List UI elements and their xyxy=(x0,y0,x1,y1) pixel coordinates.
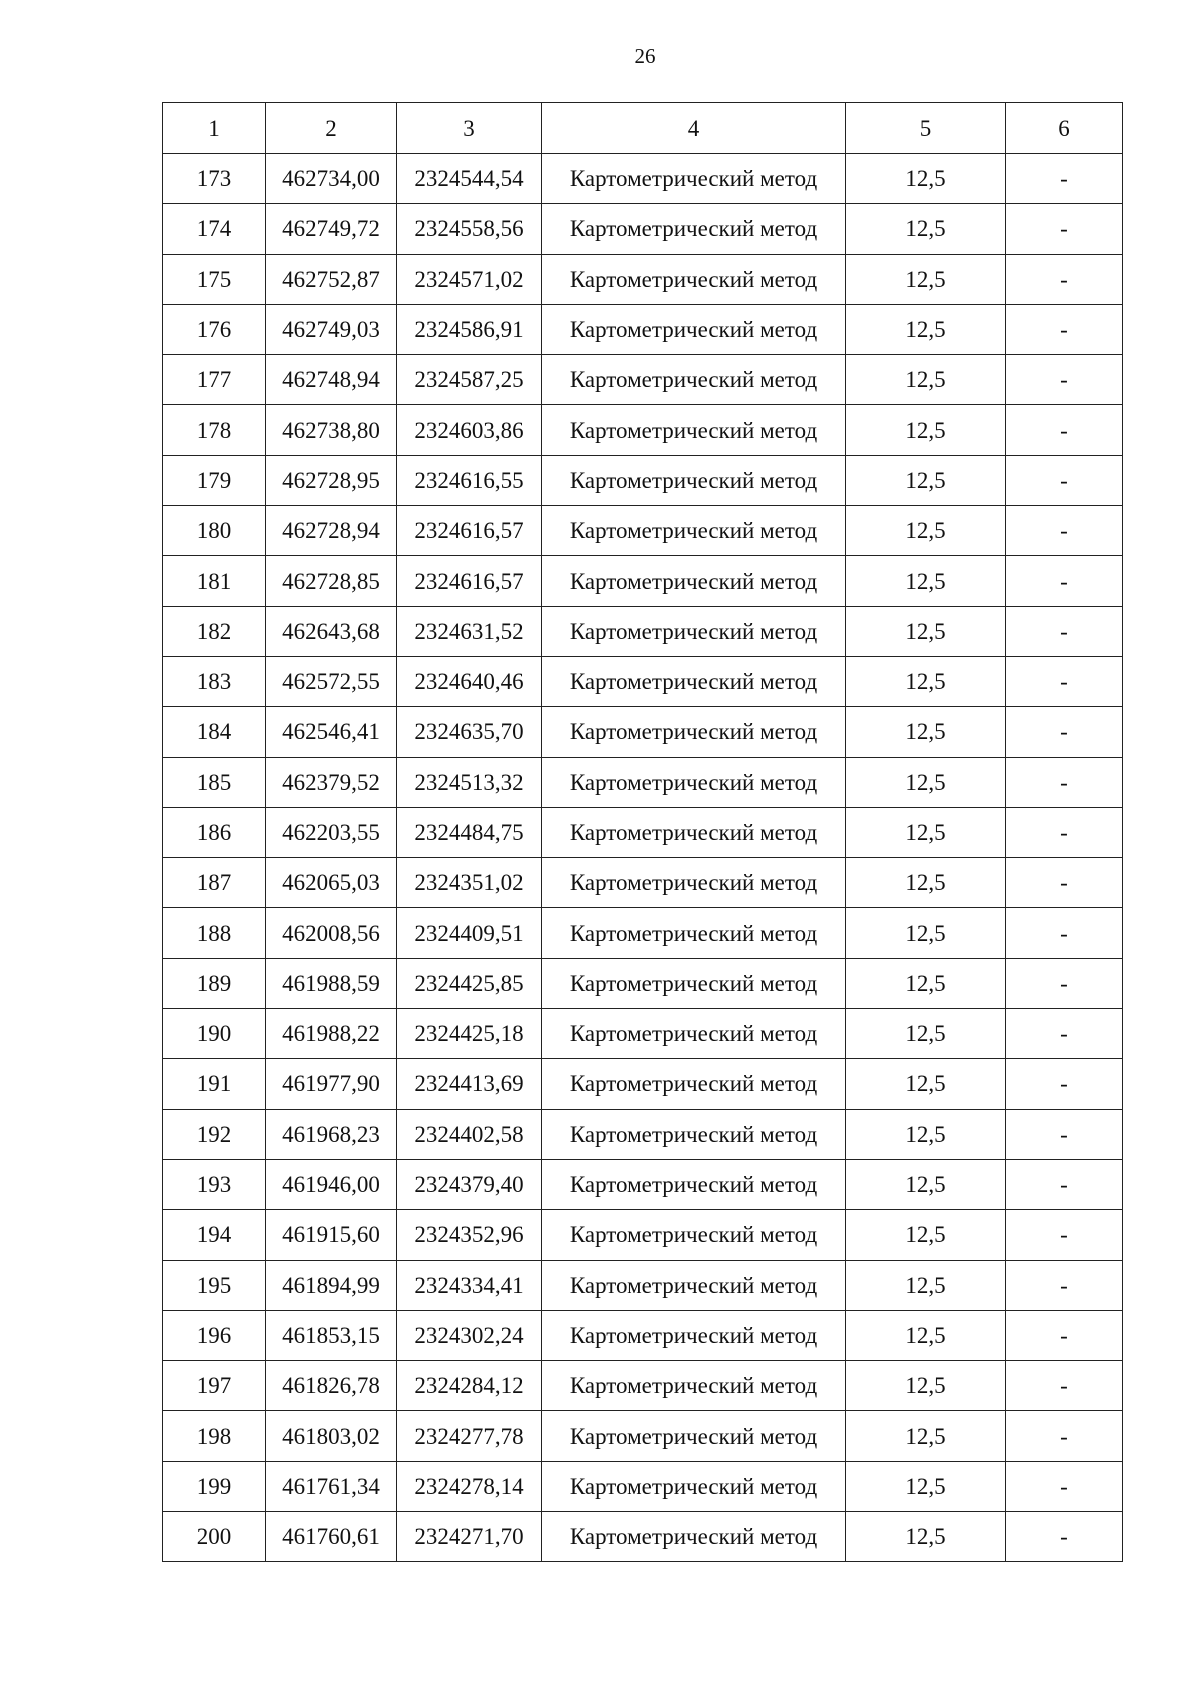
note-cell: - xyxy=(1006,556,1123,606)
accuracy-cell: 12,5 xyxy=(846,1461,1006,1511)
y-coordinate-cell: 2324278,14 xyxy=(397,1461,542,1511)
method-cell: Картометрический метод xyxy=(542,355,846,405)
accuracy-cell: 12,5 xyxy=(846,506,1006,556)
point-number-cell: 175 xyxy=(163,254,266,304)
column-header: 1 xyxy=(163,103,266,154)
y-coordinate-cell: 2324586,91 xyxy=(397,304,542,354)
method-cell: Картометрический метод xyxy=(542,1512,846,1562)
y-coordinate-cell: 2324640,46 xyxy=(397,656,542,706)
accuracy-cell: 12,5 xyxy=(846,1260,1006,1310)
y-coordinate-cell: 2324513,32 xyxy=(397,757,542,807)
y-coordinate-cell: 2324544,54 xyxy=(397,154,542,204)
method-cell: Картометрический метод xyxy=(542,304,846,354)
method-cell: Картометрический метод xyxy=(542,1109,846,1159)
point-number-cell: 193 xyxy=(163,1159,266,1209)
y-coordinate-cell: 2324284,12 xyxy=(397,1361,542,1411)
point-number-cell: 199 xyxy=(163,1461,266,1511)
method-cell: Картометрический метод xyxy=(542,1059,846,1109)
point-number-cell: 200 xyxy=(163,1512,266,1562)
y-coordinate-cell: 2324409,51 xyxy=(397,908,542,958)
method-cell: Картометрический метод xyxy=(542,254,846,304)
table-row xyxy=(163,908,1123,958)
note-cell: - xyxy=(1006,455,1123,505)
note-cell: - xyxy=(1006,405,1123,455)
note-cell: - xyxy=(1006,807,1123,857)
x-coordinate-cell: 462572,55 xyxy=(266,656,397,706)
note-cell: - xyxy=(1006,858,1123,908)
y-coordinate-cell: 2324302,24 xyxy=(397,1310,542,1360)
accuracy-cell: 12,5 xyxy=(846,807,1006,857)
accuracy-cell: 12,5 xyxy=(846,1310,1006,1360)
method-cell: Картометрический метод xyxy=(542,757,846,807)
method-cell: Картометрический метод xyxy=(542,154,846,204)
point-number-cell: 198 xyxy=(163,1411,266,1461)
point-number-cell: 176 xyxy=(163,304,266,354)
point-number-cell: 196 xyxy=(163,1310,266,1360)
x-coordinate-cell: 461853,15 xyxy=(266,1310,397,1360)
y-coordinate-cell: 2324413,69 xyxy=(397,1059,542,1109)
x-coordinate-cell: 462738,80 xyxy=(266,405,397,455)
accuracy-cell: 12,5 xyxy=(846,1210,1006,1260)
point-number-cell: 185 xyxy=(163,757,266,807)
x-coordinate-cell: 461988,22 xyxy=(266,1009,397,1059)
note-cell: - xyxy=(1006,656,1123,706)
column-header: 6 xyxy=(1006,103,1123,154)
point-number-cell: 186 xyxy=(163,807,266,857)
point-number-cell: 174 xyxy=(163,204,266,254)
point-number-cell: 179 xyxy=(163,455,266,505)
method-cell: Картометрический метод xyxy=(542,1310,846,1360)
accuracy-cell: 12,5 xyxy=(846,1159,1006,1209)
y-coordinate-cell: 2324351,02 xyxy=(397,858,542,908)
y-coordinate-cell: 2324603,86 xyxy=(397,405,542,455)
table-row xyxy=(163,1260,1123,1310)
method-cell: Картометрический метод xyxy=(542,1361,846,1411)
accuracy-cell: 12,5 xyxy=(846,1059,1006,1109)
y-coordinate-cell: 2324352,96 xyxy=(397,1210,542,1260)
note-cell: - xyxy=(1006,1109,1123,1159)
x-coordinate-cell: 461826,78 xyxy=(266,1361,397,1411)
note-cell: - xyxy=(1006,506,1123,556)
accuracy-cell: 12,5 xyxy=(846,1411,1006,1461)
y-coordinate-cell: 2324571,02 xyxy=(397,254,542,304)
point-number-cell: 180 xyxy=(163,506,266,556)
method-cell: Картометрический метод xyxy=(542,656,846,706)
x-coordinate-cell: 462748,94 xyxy=(266,355,397,405)
note-cell: - xyxy=(1006,606,1123,656)
column-header: 4 xyxy=(542,103,846,154)
table-row xyxy=(163,606,1123,656)
x-coordinate-cell: 462749,72 xyxy=(266,204,397,254)
y-coordinate-cell: 2324425,85 xyxy=(397,958,542,1008)
accuracy-cell: 12,5 xyxy=(846,707,1006,757)
point-number-cell: 183 xyxy=(163,656,266,706)
method-cell: Картометрический метод xyxy=(542,556,846,606)
accuracy-cell: 12,5 xyxy=(846,355,1006,405)
y-coordinate-cell: 2324616,57 xyxy=(397,506,542,556)
table-body xyxy=(163,103,1123,1562)
method-cell: Картометрический метод xyxy=(542,455,846,505)
column-header: 2 xyxy=(266,103,397,154)
table-row xyxy=(163,1512,1123,1562)
method-cell: Картометрический метод xyxy=(542,1159,846,1209)
table-row xyxy=(163,1210,1123,1260)
accuracy-cell: 12,5 xyxy=(846,405,1006,455)
y-coordinate-cell: 2324334,41 xyxy=(397,1260,542,1310)
x-coordinate-cell: 462749,03 xyxy=(266,304,397,354)
note-cell: - xyxy=(1006,1512,1123,1562)
x-coordinate-cell: 462203,55 xyxy=(266,807,397,857)
x-coordinate-cell: 462728,95 xyxy=(266,455,397,505)
x-coordinate-cell: 461915,60 xyxy=(266,1210,397,1260)
method-cell: Картометрический метод xyxy=(542,1461,846,1511)
point-number-cell: 184 xyxy=(163,707,266,757)
x-coordinate-cell: 462752,87 xyxy=(266,254,397,304)
note-cell: - xyxy=(1006,355,1123,405)
accuracy-cell: 12,5 xyxy=(846,1109,1006,1159)
x-coordinate-cell: 461968,23 xyxy=(266,1109,397,1159)
accuracy-cell: 12,5 xyxy=(846,656,1006,706)
table-row xyxy=(163,1461,1123,1511)
accuracy-cell: 12,5 xyxy=(846,204,1006,254)
note-cell: - xyxy=(1006,1059,1123,1109)
x-coordinate-cell: 462065,03 xyxy=(266,858,397,908)
y-coordinate-cell: 2324425,18 xyxy=(397,1009,542,1059)
point-number-cell: 178 xyxy=(163,405,266,455)
accuracy-cell: 12,5 xyxy=(846,556,1006,606)
method-cell: Картометрический метод xyxy=(542,707,846,757)
table-row xyxy=(163,455,1123,505)
note-cell: - xyxy=(1006,304,1123,354)
table-row xyxy=(163,707,1123,757)
note-cell: - xyxy=(1006,958,1123,1008)
note-cell: - xyxy=(1006,154,1123,204)
y-coordinate-cell: 2324558,56 xyxy=(397,204,542,254)
accuracy-cell: 12,5 xyxy=(846,858,1006,908)
accuracy-cell: 12,5 xyxy=(846,908,1006,958)
table-row xyxy=(163,1109,1123,1159)
note-cell: - xyxy=(1006,757,1123,807)
x-coordinate-cell: 462734,00 xyxy=(266,154,397,204)
method-cell: Картометрический метод xyxy=(542,908,846,958)
note-cell: - xyxy=(1006,908,1123,958)
accuracy-cell: 12,5 xyxy=(846,455,1006,505)
point-number-cell: 173 xyxy=(163,154,266,204)
note-cell: - xyxy=(1006,707,1123,757)
table-row xyxy=(163,254,1123,304)
note-cell: - xyxy=(1006,1310,1123,1360)
note-cell: - xyxy=(1006,254,1123,304)
point-number-cell: 194 xyxy=(163,1210,266,1260)
x-coordinate-cell: 461977,90 xyxy=(266,1059,397,1109)
method-cell: Картометрический метод xyxy=(542,204,846,254)
table-row xyxy=(163,1361,1123,1411)
x-coordinate-cell: 462643,68 xyxy=(266,606,397,656)
table-row xyxy=(163,355,1123,405)
point-number-cell: 187 xyxy=(163,858,266,908)
accuracy-cell: 12,5 xyxy=(846,606,1006,656)
point-number-cell: 181 xyxy=(163,556,266,606)
x-coordinate-cell: 461803,02 xyxy=(266,1411,397,1461)
accuracy-cell: 12,5 xyxy=(846,1512,1006,1562)
y-coordinate-cell: 2324587,25 xyxy=(397,355,542,405)
method-cell: Картометрический метод xyxy=(542,606,846,656)
x-coordinate-cell: 461988,59 xyxy=(266,958,397,1008)
method-cell: Картометрический метод xyxy=(542,958,846,1008)
y-coordinate-cell: 2324631,52 xyxy=(397,606,542,656)
table-row xyxy=(163,858,1123,908)
table-row xyxy=(163,1411,1123,1461)
method-cell: Картометрический метод xyxy=(542,506,846,556)
method-cell: Картометрический метод xyxy=(542,807,846,857)
note-cell: - xyxy=(1006,1260,1123,1310)
point-number-cell: 177 xyxy=(163,355,266,405)
table-row xyxy=(163,556,1123,606)
note-cell: - xyxy=(1006,1159,1123,1209)
accuracy-cell: 12,5 xyxy=(846,757,1006,807)
note-cell: - xyxy=(1006,1461,1123,1511)
table-row xyxy=(163,1009,1123,1059)
point-number-cell: 195 xyxy=(163,1260,266,1310)
y-coordinate-cell: 2324484,75 xyxy=(397,807,542,857)
accuracy-cell: 12,5 xyxy=(846,1009,1006,1059)
table-row xyxy=(163,1059,1123,1109)
method-cell: Картометрический метод xyxy=(542,1411,846,1461)
column-header: 3 xyxy=(397,103,542,154)
y-coordinate-cell: 2324402,58 xyxy=(397,1109,542,1159)
table-row xyxy=(163,757,1123,807)
y-coordinate-cell: 2324616,57 xyxy=(397,556,542,606)
point-number-cell: 189 xyxy=(163,958,266,1008)
table-row xyxy=(163,807,1123,857)
y-coordinate-cell: 2324277,78 xyxy=(397,1411,542,1461)
accuracy-cell: 12,5 xyxy=(846,1361,1006,1411)
note-cell: - xyxy=(1006,204,1123,254)
point-number-cell: 197 xyxy=(163,1361,266,1411)
x-coordinate-cell: 461760,61 xyxy=(266,1512,397,1562)
x-coordinate-cell: 462008,56 xyxy=(266,908,397,958)
y-coordinate-cell: 2324635,70 xyxy=(397,707,542,757)
y-coordinate-cell: 2324271,70 xyxy=(397,1512,542,1562)
method-cell: Картометрический метод xyxy=(542,1260,846,1310)
table-row xyxy=(163,506,1123,556)
table-header-row xyxy=(163,103,1123,154)
method-cell: Картометрический метод xyxy=(542,1210,846,1260)
table-row xyxy=(163,656,1123,706)
method-cell: Картометрический метод xyxy=(542,1009,846,1059)
table-row xyxy=(163,405,1123,455)
note-cell: - xyxy=(1006,1361,1123,1411)
column-header: 5 xyxy=(846,103,1006,154)
table-row xyxy=(163,154,1123,204)
note-cell: - xyxy=(1006,1210,1123,1260)
accuracy-cell: 12,5 xyxy=(846,154,1006,204)
method-cell: Картометрический метод xyxy=(542,405,846,455)
y-coordinate-cell: 2324379,40 xyxy=(397,1159,542,1209)
coordinates-table xyxy=(162,102,1123,1562)
table-row xyxy=(163,958,1123,1008)
accuracy-cell: 12,5 xyxy=(846,958,1006,1008)
table-row xyxy=(163,1159,1123,1209)
note-cell: - xyxy=(1006,1411,1123,1461)
x-coordinate-cell: 461761,34 xyxy=(266,1461,397,1511)
y-coordinate-cell: 2324616,55 xyxy=(397,455,542,505)
point-number-cell: 182 xyxy=(163,606,266,656)
note-cell: - xyxy=(1006,1009,1123,1059)
page-number: 26 xyxy=(634,44,656,68)
table-row xyxy=(163,1310,1123,1360)
accuracy-cell: 12,5 xyxy=(846,254,1006,304)
x-coordinate-cell: 462379,52 xyxy=(266,757,397,807)
point-number-cell: 191 xyxy=(163,1059,266,1109)
point-number-cell: 188 xyxy=(163,908,266,958)
x-coordinate-cell: 462728,85 xyxy=(266,556,397,606)
x-coordinate-cell: 462728,94 xyxy=(266,506,397,556)
x-coordinate-cell: 462546,41 xyxy=(266,707,397,757)
x-coordinate-cell: 461894,99 xyxy=(266,1260,397,1310)
table-row xyxy=(163,304,1123,354)
table-row xyxy=(163,204,1123,254)
method-cell: Картометрический метод xyxy=(542,858,846,908)
point-number-cell: 192 xyxy=(163,1109,266,1159)
point-number-cell: 190 xyxy=(163,1009,266,1059)
accuracy-cell: 12,5 xyxy=(846,304,1006,354)
x-coordinate-cell: 461946,00 xyxy=(266,1159,397,1209)
